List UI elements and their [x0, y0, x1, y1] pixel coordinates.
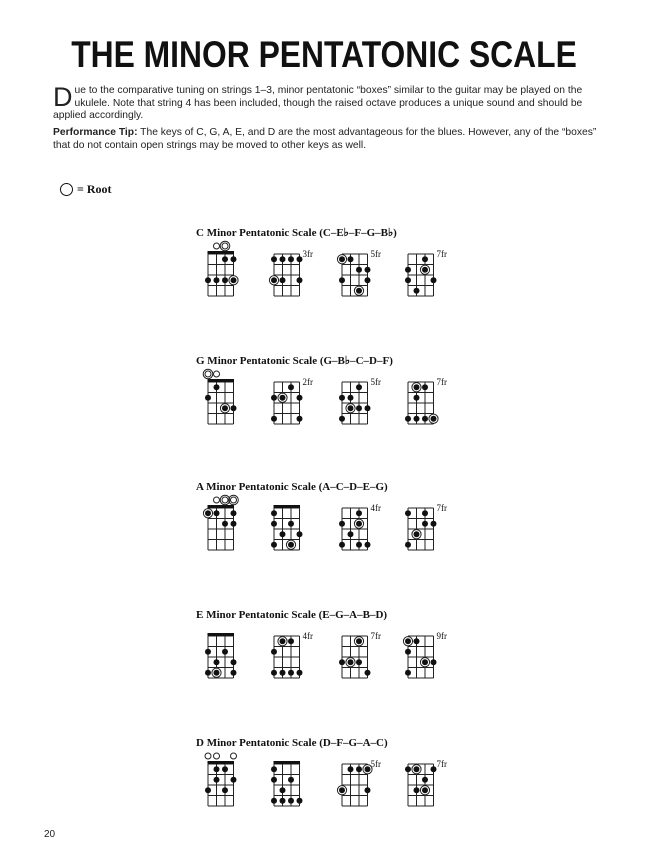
fret-position-label: 5fr — [370, 759, 381, 769]
finger-dot — [288, 542, 294, 548]
finger-dot — [414, 395, 420, 401]
fretboard-grid — [206, 750, 266, 830]
chord-diagram — [340, 368, 400, 448]
finger-dot — [297, 531, 303, 537]
diagram-row — [196, 368, 596, 448]
fretboard-grid — [206, 368, 266, 448]
finger-dot — [339, 416, 345, 422]
finger-dot — [214, 659, 220, 665]
open-string-marker — [231, 753, 237, 759]
finger-dot — [339, 395, 345, 401]
finger-dot — [280, 798, 286, 804]
scale-section — [196, 354, 596, 448]
finger-dot — [222, 787, 228, 793]
chord-diagram — [406, 368, 466, 448]
diagram-row — [196, 494, 596, 574]
finger-dot — [271, 542, 277, 548]
finger-dot — [339, 659, 345, 665]
chord-diagram — [340, 750, 400, 830]
scale-title: G Minor Pentatonic Scale (G–B♭–C–D–F) — [196, 355, 393, 367]
performance-tip — [53, 126, 601, 152]
finger-dot — [288, 256, 294, 262]
open-string-marker — [205, 371, 211, 377]
finger-dot — [422, 777, 428, 783]
finger-dot — [231, 277, 237, 283]
finger-dot — [405, 510, 411, 516]
chord-diagram — [272, 240, 332, 320]
finger-dot — [288, 798, 294, 804]
finger-dot — [431, 416, 437, 422]
scale-section — [196, 480, 596, 574]
chord-diagram — [406, 240, 466, 320]
chord-diagram — [272, 750, 332, 830]
scale-title: A Minor Pentatonic Scale (A–C–D–E–G) — [196, 481, 388, 493]
intro-paragraph — [53, 82, 601, 123]
page-number: 20 — [44, 829, 56, 840]
chord-diagram — [406, 750, 466, 830]
finger-dot — [297, 798, 303, 804]
fretboard-grid — [206, 494, 266, 574]
finger-dot — [405, 542, 411, 548]
finger-dot — [356, 766, 362, 772]
chord-diagram — [272, 622, 332, 702]
fret-position-label: 7fr — [370, 631, 381, 641]
finger-dot — [365, 542, 371, 548]
finger-dot — [214, 766, 220, 772]
fretboard-grid — [272, 750, 332, 830]
finger-dot — [356, 288, 362, 294]
finger-dot — [280, 256, 286, 262]
finger-dot — [205, 510, 211, 516]
finger-dot — [214, 777, 220, 783]
finger-dot — [365, 277, 371, 283]
finger-dot — [356, 521, 362, 527]
finger-dot — [339, 256, 345, 262]
fret-position-label: 5fr — [370, 377, 381, 387]
finger-dot — [222, 405, 228, 411]
chord-diagram — [272, 494, 332, 574]
finger-dot — [365, 787, 371, 793]
fret-position-label: 5fr — [370, 249, 381, 259]
finger-dot — [422, 256, 428, 262]
nut — [208, 505, 235, 508]
drop-cap: D — [53, 82, 73, 112]
finger-dot — [297, 277, 303, 283]
finger-dot — [414, 288, 420, 294]
fretboard-grid — [206, 622, 266, 702]
finger-dot — [348, 395, 354, 401]
finger-dot — [356, 405, 362, 411]
scale-section — [196, 608, 596, 702]
open-string-marker — [214, 753, 220, 759]
finger-dot — [205, 787, 211, 793]
finger-dot — [297, 670, 303, 676]
finger-dot — [414, 766, 420, 772]
finger-dot — [271, 798, 277, 804]
finger-dot — [356, 542, 362, 548]
finger-dot — [288, 638, 294, 644]
finger-dot — [431, 521, 437, 527]
finger-dot — [365, 267, 371, 273]
finger-dot — [280, 277, 286, 283]
finger-dot — [288, 384, 294, 390]
chord-diagram — [206, 494, 266, 574]
finger-dot — [231, 405, 237, 411]
fret-position-label: 7fr — [436, 249, 447, 259]
finger-dot — [214, 670, 220, 676]
finger-dot — [222, 256, 228, 262]
finger-dot — [297, 395, 303, 401]
page-title: THE MINOR PENTATONIC SCALE — [71, 34, 577, 75]
open-string-marker — [214, 243, 220, 249]
finger-dot — [231, 659, 237, 665]
finger-dot — [271, 510, 277, 516]
finger-dot — [288, 777, 294, 783]
scale-title: D Minor Pentatonic Scale (D–F–G–A–C) — [196, 737, 388, 749]
finger-dot — [214, 510, 220, 516]
chord-diagram — [340, 240, 400, 320]
finger-dot — [231, 256, 237, 262]
tip-text: The keys of C, G, A, E, and D are the most advantageous for the blues. However, any of the “boxes” that do not contain open strings may be moved to other keys as well. — [53, 127, 597, 151]
finger-dot — [405, 267, 411, 273]
finger-dot — [271, 670, 277, 676]
fret-position-label: 7fr — [436, 759, 447, 769]
finger-dot — [271, 777, 277, 783]
finger-dot — [422, 384, 428, 390]
scale-section — [196, 736, 596, 830]
scale-title: E Minor Pentatonic Scale (E–G–A–B–D) — [196, 609, 388, 621]
fret-position-label: 9fr — [436, 631, 447, 641]
nut — [274, 761, 301, 764]
finger-dot — [271, 521, 277, 527]
finger-dot — [365, 405, 371, 411]
finger-dot — [222, 521, 228, 527]
finger-dot — [405, 638, 411, 644]
chord-diagram — [206, 368, 266, 448]
fret-position-label: 7fr — [436, 377, 447, 387]
finger-dot — [271, 395, 277, 401]
finger-dot — [271, 256, 277, 262]
tip-label: Performance Tip: — [53, 127, 138, 138]
root-legend — [60, 180, 112, 198]
nut — [208, 379, 235, 382]
finger-dot — [422, 267, 428, 273]
finger-dot — [405, 416, 411, 422]
open-string-marker — [214, 371, 220, 377]
finger-dot — [222, 649, 228, 655]
finger-dot — [422, 510, 428, 516]
finger-dot — [365, 670, 371, 676]
finger-dot — [348, 531, 354, 537]
finger-dot — [339, 521, 345, 527]
chord-diagram — [406, 622, 466, 702]
finger-dot — [405, 766, 411, 772]
finger-dot — [422, 416, 428, 422]
finger-dot — [356, 384, 362, 390]
chord-diagram — [272, 368, 332, 448]
nut — [208, 251, 235, 254]
diagram-row — [196, 240, 596, 320]
chord-diagram — [206, 750, 266, 830]
finger-dot — [414, 787, 420, 793]
fretboard-grid — [206, 240, 266, 320]
finger-dot — [414, 416, 420, 422]
root-circle-icon — [60, 183, 73, 196]
finger-dot — [231, 777, 237, 783]
chord-diagram — [406, 494, 466, 574]
finger-dot — [414, 638, 420, 644]
finger-dot — [214, 277, 220, 283]
finger-dot — [348, 659, 354, 665]
finger-dot — [205, 649, 211, 655]
finger-dot — [280, 531, 286, 537]
open-string-marker — [222, 243, 228, 249]
finger-dot — [205, 670, 211, 676]
finger-dot — [339, 277, 345, 283]
finger-dot — [222, 766, 228, 772]
finger-dot — [288, 670, 294, 676]
finger-dot — [271, 766, 277, 772]
open-string-marker — [214, 497, 220, 503]
finger-dot — [348, 256, 354, 262]
diagram-row — [196, 750, 596, 830]
scale-section — [196, 226, 596, 320]
finger-dot — [348, 405, 354, 411]
finger-dot — [414, 531, 420, 537]
finger-dot — [431, 277, 437, 283]
chord-diagram — [206, 622, 266, 702]
finger-dot — [280, 670, 286, 676]
open-string-marker — [231, 497, 237, 503]
finger-dot — [348, 766, 354, 772]
fret-position-label: 2fr — [302, 377, 313, 387]
open-string-marker — [205, 753, 211, 759]
fret-position-label: 4fr — [370, 503, 381, 513]
finger-dot — [205, 277, 211, 283]
finger-dot — [280, 638, 286, 644]
finger-dot — [231, 670, 237, 676]
finger-dot — [231, 510, 237, 516]
chord-diagram — [340, 494, 400, 574]
finger-dot — [405, 277, 411, 283]
finger-dot — [414, 384, 420, 390]
finger-dot — [339, 542, 345, 548]
finger-dot — [271, 416, 277, 422]
finger-dot — [214, 384, 220, 390]
finger-dot — [422, 521, 428, 527]
finger-dot — [405, 649, 411, 655]
fret-position-label: 3fr — [302, 249, 313, 259]
diagram-row — [196, 622, 596, 702]
fret-position-label: 7fr — [436, 503, 447, 513]
finger-dot — [431, 659, 437, 665]
nut — [208, 761, 235, 764]
finger-dot — [288, 521, 294, 527]
finger-dot — [271, 649, 277, 655]
root-legend-label: = Root — [77, 181, 112, 196]
finger-dot — [356, 659, 362, 665]
finger-dot — [422, 787, 428, 793]
finger-dot — [405, 670, 411, 676]
finger-dot — [280, 787, 286, 793]
chord-diagram — [340, 622, 400, 702]
finger-dot — [205, 395, 211, 401]
fret-position-label: 4fr — [302, 631, 313, 641]
nut — [208, 633, 235, 636]
finger-dot — [271, 277, 277, 283]
intro-text: ue to the comparative tuning on strings 1–3, minor pentatonic “boxes” similar to the guitar may be played on the ukulele. Note that string 4 has been included, though the raised octave produces a unique sound and should be applied accordingly. — [53, 85, 583, 122]
open-string-marker — [222, 497, 228, 503]
chord-diagram — [206, 240, 266, 320]
fretboard-grid — [272, 494, 332, 574]
finger-dot — [356, 510, 362, 516]
finger-dot — [422, 659, 428, 665]
finger-dot — [356, 267, 362, 273]
finger-dot — [280, 395, 286, 401]
finger-dot — [356, 638, 362, 644]
finger-dot — [231, 521, 237, 527]
finger-dot — [222, 277, 228, 283]
finger-dot — [297, 416, 303, 422]
scale-title: C Minor Pentatonic Scale (C–E♭–F–G–B♭) — [196, 227, 397, 239]
nut — [274, 505, 301, 508]
finger-dot — [339, 787, 345, 793]
